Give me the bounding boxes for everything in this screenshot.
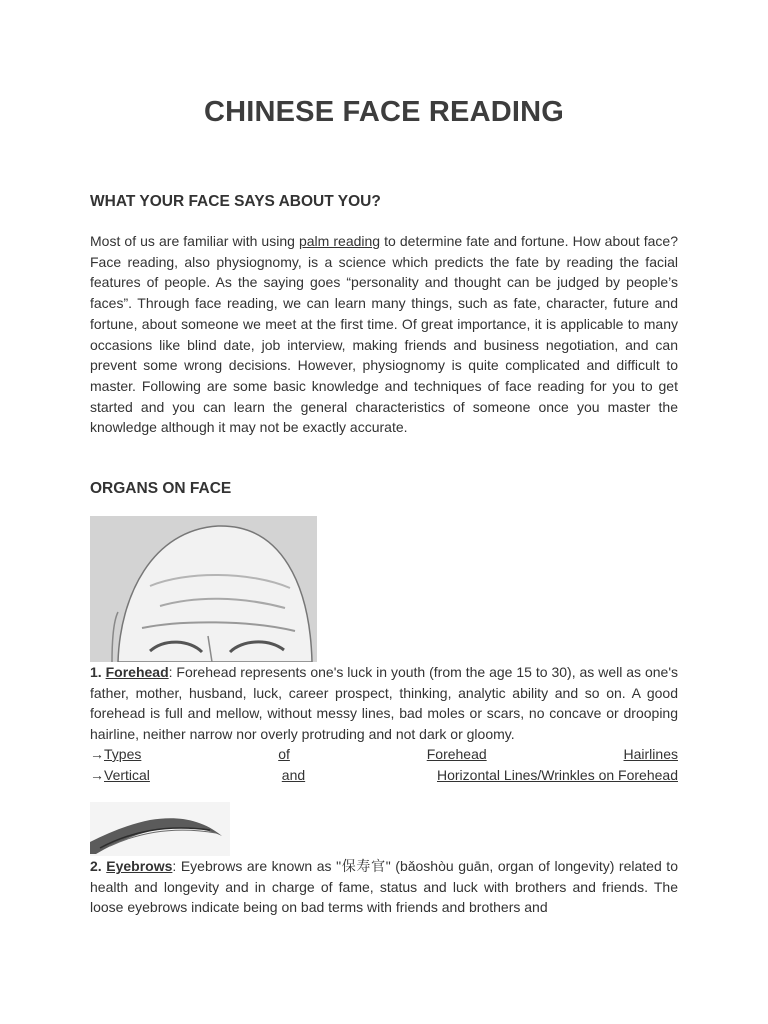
- forehead-link[interactable]: Forehead: [105, 664, 169, 680]
- intro-paragraph: [90, 231, 678, 438]
- forehead-paragraph: [90, 662, 678, 745]
- horizontal-lines-link[interactable]: Horizontal Lines/Wrinkles on Forehead: [437, 767, 678, 783]
- palm-reading-link[interactable]: palm reading: [298, 233, 381, 249]
- section-heading-what-your-face-says: WHAT YOUR FACE SAYS ABOUT YOU?: [90, 193, 381, 210]
- hairlines-link-word[interactable]: Hairlines: [623, 746, 678, 762]
- page-title: CHINESE FACE READING: [203, 96, 565, 128]
- eyebrows-description: : Eyebrows are known as "保寿官" (bǎoshòu guān, organ of longevity) related to health and longevity and in charge of fame, status and luck with brothers and friends. The loose eyebrows indicate being on bad terms with friends and brothers and: [90, 858, 678, 916]
- forehead-description: : Forehead represents one's luck in youth (from the age 15 to 30), as well as one's father, mother, husband, luck, career prospect, thinking, analytic ability and so on. A good forehead is full and mellow, without messy lines, bad moles or scars, no concave or drooping hairline, neither narrow nor overly protruding and not dark or gloomy.: [90, 664, 678, 743]
- intro-text-rest: to determine fate and fortune. How about face? Face reading, also physiognomy, is a science which predicts the fate by reading the facial features of people. As the saying goes “personality and thought can be judged by people’s faces”. Through face reading, we can learn many things, such as fate, character, future and fortune, about someone we meet at the first time. Of great importance, it is applicable to many occasions like blind date, job interview, making friends and business negotiation, and can prevent some wrong decisions. However, physiognomy is quite complicated and difficult to master. Following are some basic knowledge and techniques of face reading for you to get started and you can learn the general characteristics of someone once you master the knowledge although it may not be exactly accurate.: [90, 233, 679, 436]
- intro-text-start: Most of us are familiar with using: [90, 233, 299, 249]
- forehead-link-word[interactable]: Forehead: [426, 746, 487, 762]
- forehead-sketch: [90, 516, 317, 662]
- arrow-icon: →: [90, 767, 104, 783]
- of-link-word[interactable]: of: [278, 746, 290, 762]
- forehead-hairlines-link-line: [90, 744, 678, 765]
- eyebrow-image: [90, 802, 230, 856]
- eyebrows-number: 2.: [90, 858, 107, 874]
- forehead-image: [90, 516, 317, 662]
- section-heading-organs-on-face: ORGANS ON FACE: [90, 480, 232, 497]
- types-link-word[interactable]: Types: [104, 746, 142, 762]
- eyebrows-paragraph: [90, 856, 678, 918]
- eyebrow-sketch: [90, 802, 230, 856]
- eyebrows-link[interactable]: Eyebrows: [106, 858, 173, 874]
- forehead-wrinkles-link-line: [90, 765, 678, 786]
- arrow-link-2: [90, 765, 150, 786]
- and-link-word[interactable]: and: [281, 767, 306, 783]
- arrow-link-1: [90, 744, 141, 765]
- vertical-link-word[interactable]: Vertical: [104, 767, 150, 783]
- forehead-number: 1.: [90, 664, 106, 680]
- arrow-icon: →: [90, 746, 104, 762]
